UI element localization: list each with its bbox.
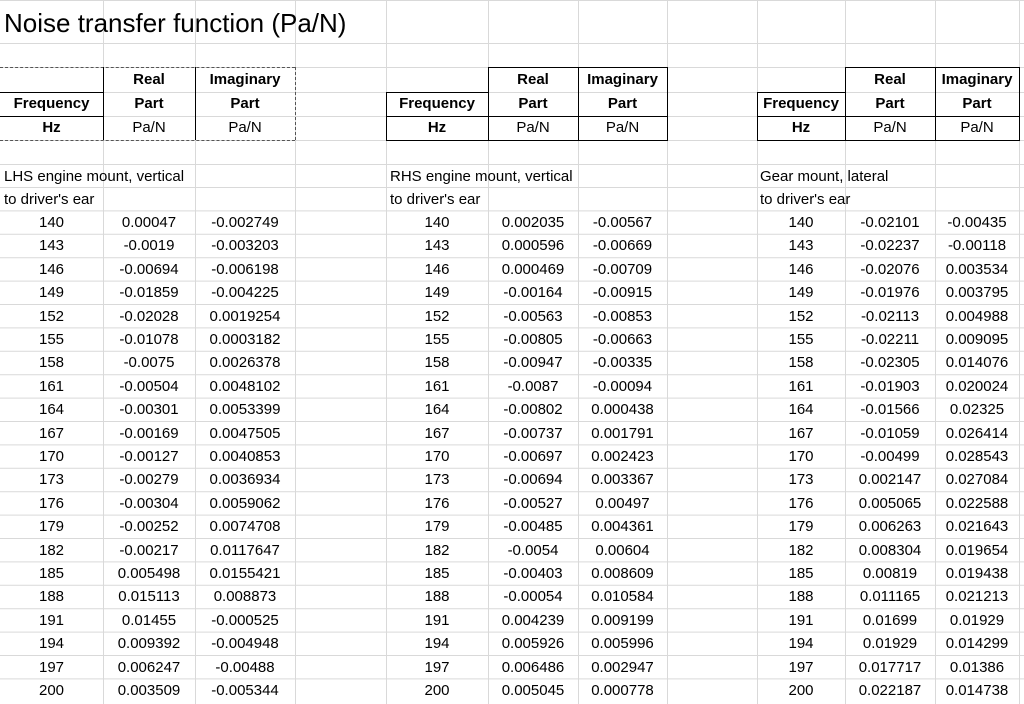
frequency-cell[interactable]: 146 [424, 260, 450, 278]
frequency-cell[interactable]: 173 [788, 471, 814, 489]
header-real-1: Real [133, 71, 165, 88]
imaginary-part-cell[interactable]: 0.003367 [591, 471, 654, 489]
imaginary-part-cell[interactable]: 0.014738 [945, 682, 1009, 699]
imaginary-part-cell[interactable]: 0.002947 [591, 658, 654, 676]
real-part-cell[interactable]: -0.01566 [860, 401, 920, 419]
imaginary-part-cell[interactable]: -0.00663 [592, 331, 653, 348]
imaginary-part-cell[interactable]: 0.0048102 [209, 377, 281, 395]
real-part-cell[interactable]: 0.003509 [117, 682, 181, 699]
frequency-cell[interactable]: 167 [38, 424, 65, 442]
header-hz: Hz [427, 119, 447, 136]
frequency-cell[interactable]: 182 [788, 541, 814, 559]
imaginary-part-cell[interactable]: -0.004948 [211, 635, 279, 653]
frequency-cell[interactable]: 155 [424, 331, 450, 348]
header-imag-unit: Pa/N [605, 119, 640, 136]
frequency-cell[interactable]: 179 [788, 518, 814, 536]
real-part-cell[interactable]: -0.00697 [503, 448, 563, 465]
frequency-cell[interactable]: 194 [424, 635, 450, 653]
imaginary-part-cell[interactable]: 0.005996 [591, 635, 654, 653]
frequency-cell[interactable]: 164 [788, 401, 814, 419]
real-part-cell[interactable]: -0.02305 [860, 354, 920, 372]
real-part-cell[interactable]: 0.008304 [858, 541, 922, 559]
frequency-cell[interactable]: 185 [788, 565, 814, 582]
imaginary-part-cell[interactable]: -0.00669 [592, 237, 653, 255]
frequency-cell[interactable]: 158 [424, 354, 450, 372]
frequency-cell[interactable]: 140 [788, 214, 814, 231]
frequency-cell[interactable]: 152 [38, 307, 65, 325]
frequency-cell[interactable]: 170 [424, 448, 450, 465]
section-title-gear: Gear mount, lateral [760, 168, 889, 185]
frequency-cell[interactable]: 179 [424, 518, 450, 536]
frequency-cell[interactable]: 143 [424, 237, 450, 255]
frequency-cell[interactable]: 167 [424, 424, 450, 442]
imaginary-part-cell[interactable]: 0.0026378 [209, 354, 281, 372]
header-hz: Hz [791, 119, 811, 136]
real-part-cell[interactable]: -0.00252 [119, 518, 179, 536]
real-part-cell[interactable]: 0.005926 [501, 635, 565, 653]
real-part-cell[interactable]: -0.00217 [119, 541, 179, 559]
header-frequency: Frequency [763, 95, 839, 112]
imaginary-part-cell[interactable]: -0.00488 [215, 658, 275, 676]
frequency-cell[interactable]: 182 [424, 541, 450, 559]
header-real-unit: Pa/N [132, 119, 166, 136]
real-part-cell[interactable]: -0.00127 [119, 448, 179, 465]
imaginary-part-cell[interactable]: 0.0036934 [209, 471, 281, 489]
imaginary-part-cell[interactable]: 0.00497 [595, 494, 650, 512]
real-part-cell[interactable]: 0.011165 [859, 588, 921, 606]
frequency-cell[interactable]: 191 [424, 611, 450, 629]
imaginary-part-cell[interactable]: 0.0155421 [209, 565, 281, 582]
real-part-cell[interactable]: -0.02076 [860, 260, 920, 278]
real-part-cell[interactable]: -0.00403 [503, 565, 563, 582]
frequency-cell[interactable]: 146 [788, 260, 814, 278]
frequency-cell[interactable]: 197 [38, 658, 65, 676]
imaginary-part-cell[interactable]: 0.0074708 [209, 518, 281, 536]
real-part-cell[interactable]: 0.002035 [501, 214, 565, 231]
real-part-cell[interactable]: -0.02113 [860, 307, 920, 325]
frequency-cell[interactable]: 170 [788, 448, 814, 465]
real-part-cell[interactable]: -0.02101 [860, 214, 920, 231]
imaginary-part-cell[interactable]: 0.02325 [949, 401, 1005, 419]
frequency-cell[interactable]: 188 [424, 588, 450, 606]
frequency-cell[interactable]: 197 [788, 658, 814, 676]
real-part-cell[interactable]: 0.01699 [862, 611, 918, 629]
header-imag-unit: Pa/N [228, 119, 262, 136]
section-subtitle-rhs: to driver's ear [390, 191, 481, 208]
imaginary-part-cell[interactable]: 0.0047505 [209, 424, 281, 442]
real-part-cell[interactable]: -0.0075 [123, 354, 175, 372]
imaginary-part-cell[interactable]: -0.00094 [592, 377, 653, 395]
frequency-cell[interactable]: 149 [38, 284, 65, 302]
header-imag-1: Imaginary [587, 71, 658, 88]
imaginary-part-cell[interactable]: 0.009199 [591, 611, 654, 629]
imaginary-part-cell[interactable]: 0.026414 [945, 424, 1009, 442]
real-part-cell[interactable]: 0.022187 [858, 682, 922, 699]
imaginary-part-cell[interactable]: 0.01386 [949, 658, 1005, 676]
real-part-cell[interactable]: -0.00694 [503, 471, 563, 489]
imaginary-part-cell[interactable]: 0.001791 [591, 424, 654, 442]
imaginary-part-cell[interactable]: 0.003795 [945, 284, 1009, 302]
imaginary-part-cell[interactable]: 0.0040853 [209, 448, 281, 465]
header-real-unit: Pa/N [516, 119, 550, 136]
real-part-cell[interactable]: 0.006486 [501, 658, 565, 676]
imaginary-part-cell[interactable]: -0.000525 [211, 611, 279, 629]
header-imag-2: Part [962, 95, 992, 112]
real-part-cell[interactable]: -0.02028 [119, 307, 179, 325]
frequency-cell[interactable]: 200 [424, 682, 450, 699]
imaginary-part-cell[interactable]: 0.019438 [945, 565, 1009, 582]
frequency-cell[interactable]: 143 [788, 237, 814, 255]
section-title-lhs: LHS engine mount, vertical [4, 168, 185, 185]
imaginary-part-cell[interactable]: 0.021213 [945, 588, 1009, 606]
imaginary-part-cell[interactable]: -0.003203 [211, 237, 279, 255]
header-hz: Hz [42, 119, 61, 136]
real-part-cell[interactable]: -0.01903 [860, 377, 920, 395]
frequency-cell[interactable]: 176 [424, 494, 450, 512]
real-part-cell[interactable]: 0.01455 [121, 611, 177, 629]
sheet-title: Noise transfer function (Pa/N) [4, 8, 347, 38]
imaginary-part-cell[interactable]: -0.00915 [592, 284, 653, 302]
frequency-cell[interactable]: 149 [424, 284, 450, 302]
real-part-cell[interactable]: 0.017717 [858, 658, 922, 676]
real-part-cell[interactable]: 0.006247 [117, 658, 181, 676]
imaginary-part-cell[interactable]: 0.0059062 [209, 494, 281, 512]
frequency-cell[interactable]: 188 [788, 588, 814, 606]
frequency-cell[interactable]: 170 [38, 448, 65, 465]
real-part-cell[interactable]: -0.01059 [860, 424, 920, 442]
frequency-cell[interactable]: 194 [788, 635, 814, 653]
frequency-cell[interactable]: 155 [38, 331, 65, 348]
imaginary-part-cell[interactable]: -0.00118 [947, 237, 1007, 255]
frequency-cell[interactable]: 200 [788, 682, 814, 699]
frequency-cell[interactable]: 155 [788, 331, 814, 348]
frequency-cell[interactable]: 185 [424, 565, 450, 582]
imaginary-part-cell[interactable]: 0.008609 [591, 565, 654, 582]
frequency-cell[interactable]: 161 [38, 377, 65, 395]
imaginary-part-cell[interactable]: 0.022588 [945, 494, 1009, 512]
frequency-cell[interactable]: 197 [424, 658, 450, 676]
imaginary-part-cell[interactable]: 0.01929 [949, 611, 1005, 629]
imaginary-part-cell[interactable]: -0.00853 [592, 307, 653, 325]
imaginary-part-cell[interactable]: 0.0019254 [209, 307, 281, 325]
real-part-cell[interactable]: 0.000596 [501, 237, 565, 255]
imaginary-part-cell[interactable]: 0.000778 [591, 682, 654, 699]
real-part-cell[interactable]: -0.02211 [860, 331, 920, 348]
header-real-1: Real [874, 71, 906, 88]
real-part-cell[interactable]: -0.00802 [503, 401, 563, 419]
frequency-cell[interactable]: 173 [38, 471, 65, 489]
header-real-1: Real [517, 71, 549, 88]
real-part-cell[interactable]: 0.005498 [117, 565, 181, 582]
real-part-cell[interactable]: 0.006263 [858, 518, 922, 536]
frequency-cell[interactable]: 152 [788, 307, 814, 325]
header-real-2: Part [518, 95, 548, 112]
imaginary-part-cell[interactable]: 0.010584 [591, 588, 654, 606]
frequency-cell[interactable]: 140 [424, 214, 450, 231]
real-part-cell[interactable]: -0.00301 [119, 401, 179, 419]
imaginary-part-cell[interactable]: 0.00604 [595, 541, 650, 559]
header-imag-1: Imaginary [941, 71, 1013, 88]
header-imag-1: Imaginary [209, 71, 281, 88]
real-part-cell[interactable]: -0.00563 [503, 307, 563, 325]
real-part-cell[interactable]: 0.00047 [121, 214, 177, 231]
header-imag-2: Part [230, 95, 260, 112]
frequency-cell[interactable]: 191 [38, 611, 65, 629]
real-part-cell[interactable]: 0.000469 [501, 260, 565, 278]
real-part-cell[interactable]: -0.00694 [119, 260, 179, 278]
imaginary-part-cell[interactable]: 0.0117647 [210, 541, 280, 559]
frequency-cell[interactable]: 188 [38, 588, 65, 606]
section-title-rhs: RHS engine mount, vertical [390, 168, 573, 185]
real-part-cell[interactable]: -0.0054 [507, 541, 559, 559]
imaginary-part-cell[interactable]: 0.0053399 [209, 401, 281, 419]
frequency-cell[interactable]: 173 [424, 471, 450, 489]
frequency-cell[interactable]: 164 [424, 401, 450, 419]
header-real-2: Part [134, 95, 164, 112]
real-part-cell[interactable]: 0.015113 [118, 588, 180, 606]
real-part-cell[interactable]: 0.009392 [117, 635, 181, 653]
real-part-cell[interactable]: 0.002147 [858, 471, 922, 489]
imaginary-part-cell[interactable]: 0.0003182 [209, 331, 281, 348]
header-real-2: Part [875, 95, 905, 112]
frequency-cell[interactable]: 194 [38, 635, 65, 653]
imaginary-part-cell[interactable]: 0.014299 [945, 635, 1009, 653]
imaginary-part-cell[interactable]: 0.003534 [945, 260, 1009, 278]
section-subtitle-lhs: to driver's ear [4, 191, 95, 208]
header-real-unit: Pa/N [873, 119, 907, 136]
frequency-cell[interactable]: 143 [38, 237, 65, 255]
frequency-cell[interactable]: 152 [424, 307, 450, 325]
real-part-cell[interactable]: 0.005065 [858, 494, 922, 512]
header-frequency: Frequency [399, 95, 475, 112]
real-part-cell[interactable]: -0.00304 [119, 494, 179, 512]
frequency-cell[interactable]: 179 [38, 518, 65, 536]
header-imag-unit: Pa/N [960, 119, 994, 136]
real-part-cell[interactable]: 0.005045 [501, 682, 565, 699]
imaginary-part-cell[interactable]: -0.00567 [592, 214, 653, 231]
frequency-cell[interactable]: 200 [38, 682, 65, 699]
frequency-cell[interactable]: 161 [424, 377, 450, 395]
frequency-cell[interactable]: 182 [38, 541, 65, 559]
frequency-cell[interactable]: 185 [38, 565, 65, 582]
real-part-cell[interactable]: -0.00527 [503, 494, 563, 512]
frequency-cell[interactable]: 158 [38, 354, 65, 372]
imaginary-part-cell[interactable]: 0.019654 [945, 541, 1009, 559]
section-subtitle-gear: to driver's ear [760, 191, 851, 208]
imaginary-part-cell[interactable]: 0.014076 [945, 354, 1009, 372]
real-part-cell[interactable]: -0.01078 [119, 331, 179, 348]
frequency-cell[interactable]: 161 [788, 377, 814, 395]
imaginary-part-cell[interactable]: -0.00435 [947, 214, 1007, 231]
imaginary-part-cell[interactable]: 0.002423 [591, 448, 654, 465]
real-part-cell[interactable]: -0.00805 [503, 331, 563, 348]
real-part-cell[interactable]: 0.004239 [501, 611, 565, 629]
real-part-cell[interactable]: -0.00485 [503, 518, 563, 536]
real-part-cell[interactable]: -0.01859 [119, 284, 179, 302]
imaginary-part-cell[interactable]: 0.004988 [945, 307, 1009, 325]
imaginary-part-cell[interactable]: -0.006198 [211, 260, 279, 278]
header-imag-2: Part [607, 95, 638, 112]
real-part-cell[interactable]: -0.00169 [119, 424, 179, 442]
frequency-cell[interactable]: 140 [38, 214, 65, 231]
real-part-cell[interactable]: -0.00504 [119, 377, 179, 395]
imaginary-part-cell[interactable]: -0.004225 [211, 284, 279, 302]
imaginary-part-cell[interactable]: 0.020024 [945, 377, 1009, 395]
real-part-cell[interactable]: 0.00819 [862, 565, 918, 582]
real-part-cell[interactable]: -0.00279 [119, 471, 179, 489]
imaginary-part-cell[interactable]: -0.005344 [211, 682, 279, 699]
imaginary-part-cell[interactable]: 0.000438 [591, 401, 654, 419]
real-part-cell[interactable]: -0.00164 [503, 284, 563, 302]
frequency-cell[interactable]: 176 [38, 494, 65, 512]
imaginary-part-cell[interactable]: 0.028543 [945, 448, 1009, 465]
frequency-cell[interactable]: 191 [788, 611, 814, 629]
imaginary-part-cell[interactable]: -0.00709 [592, 260, 653, 278]
frequency-cell[interactable]: 149 [788, 284, 814, 302]
frequency-cell[interactable]: 167 [788, 424, 814, 442]
real-part-cell[interactable]: 0.01929 [862, 635, 918, 653]
real-part-cell[interactable]: -0.02237 [860, 237, 920, 255]
frequency-cell[interactable]: 158 [788, 354, 814, 372]
imaginary-part-cell[interactable]: -0.002749 [211, 214, 279, 231]
real-part-cell[interactable]: -0.0087 [507, 377, 559, 395]
frequency-cell[interactable]: 146 [38, 260, 65, 278]
real-part-cell[interactable]: -0.0019 [123, 237, 175, 255]
real-part-cell[interactable]: -0.00737 [503, 424, 563, 442]
real-part-cell[interactable]: -0.01976 [860, 284, 920, 302]
imaginary-part-cell[interactable]: 0.009095 [945, 331, 1009, 348]
real-part-cell[interactable]: -0.00947 [503, 354, 563, 372]
frequency-cell[interactable]: 164 [38, 401, 65, 419]
real-part-cell[interactable]: -0.00054 [503, 588, 563, 606]
real-part-cell[interactable]: -0.00499 [860, 448, 920, 465]
frequency-cell[interactable]: 176 [788, 494, 814, 512]
imaginary-part-cell[interactable]: 0.004361 [591, 518, 654, 536]
imaginary-part-cell[interactable]: 0.027084 [945, 471, 1009, 489]
imaginary-part-cell[interactable]: 0.008873 [213, 588, 277, 606]
header-frequency: Frequency [13, 95, 90, 112]
imaginary-part-cell[interactable]: 0.021643 [945, 518, 1009, 536]
imaginary-part-cell[interactable]: -0.00335 [592, 354, 653, 372]
